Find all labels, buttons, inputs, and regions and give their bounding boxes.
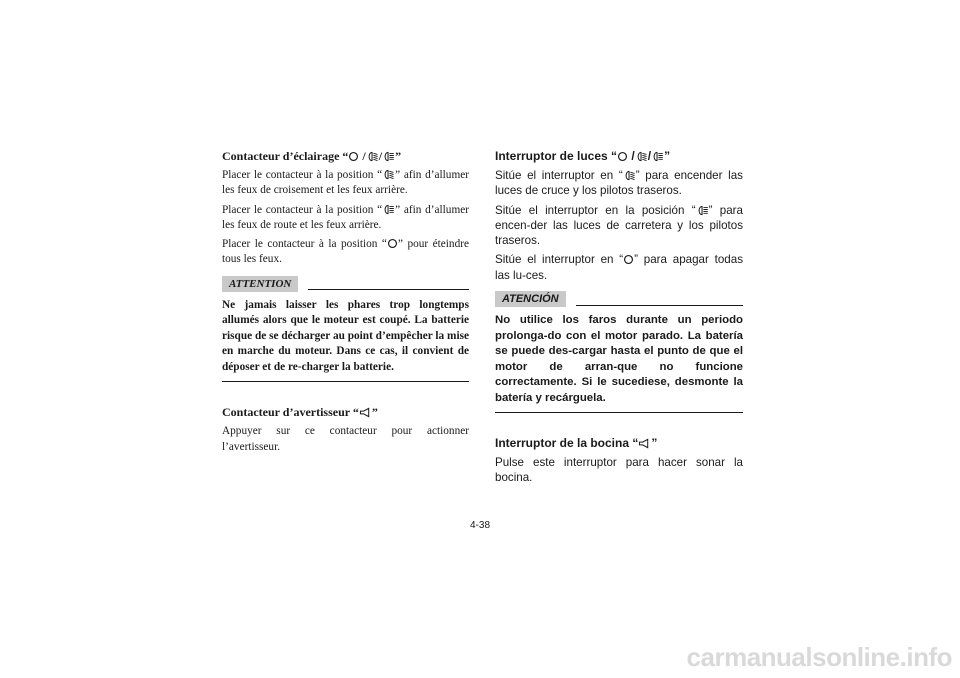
high-beam-icon bbox=[382, 151, 395, 162]
page-number: 4-38 bbox=[470, 520, 491, 531]
high-beam-icon bbox=[651, 151, 664, 162]
horn-switch-heading-es: Interruptor de la bocina “ ” bbox=[495, 436, 658, 451]
horn-instruction-es: Pulse este interruptor para hacer sonar la bocina. bbox=[495, 456, 743, 485]
caution-header-es bbox=[495, 291, 743, 307]
lamp-off-icon bbox=[623, 254, 634, 265]
caution-text-es: No utilice los faros durante un periodo prolonga-do con el motor parado. La batería se puede des-cargar hasta el punto de que el motor de arran-que no funcione correctamente. Si le sucediese, desmonte la batería y recárguela. bbox=[495, 314, 743, 404]
watermark: carmanualsonline.info bbox=[686, 642, 952, 672]
low-beam-icon bbox=[382, 169, 395, 180]
low-beam-icon bbox=[635, 151, 648, 162]
horn-icon bbox=[359, 407, 372, 418]
low-beam-icon bbox=[623, 170, 636, 181]
french-column bbox=[222, 148, 469, 459]
low-beam-instruction-es: Sitúe el interruptor en “ ” para encender las luces de cruce y los pilotos traseros. bbox=[495, 169, 743, 198]
spanish-column bbox=[495, 148, 743, 490]
horn-icon bbox=[638, 438, 651, 449]
high-beam-instruction-es: Sitúe el interruptor en la posición “ ” para encen-der las luces de carretera y los pilotos traseros. bbox=[495, 203, 743, 248]
lighting-switch-heading-es: Interruptor de luces “ / / ” bbox=[495, 149, 671, 163]
lighting-switch-heading-fr: Contacteur d’éclairage “ / / ” bbox=[222, 149, 402, 163]
caution-badge-es: ATENCIÓN bbox=[495, 291, 566, 307]
caution-text-fr: Ne jamais laisser les phares trop longtemps allumés alors que le moteur est coupé. La batterie risque de se décharger au point d’empêcher la mise en marche du moteur. Dans ce cas, il convient de déposer et de re-charger la batterie. bbox=[222, 298, 469, 373]
horn-switch-heading-fr: Contacteur d’avertisseur “ ” bbox=[222, 405, 378, 420]
caution-header-fr bbox=[222, 276, 469, 292]
horn-instruction-fr: Appuyer sur ce contacteur pour actionner l’avertisseur. bbox=[222, 425, 469, 453]
lamp-off-icon bbox=[617, 151, 628, 162]
high-beam-icon bbox=[696, 205, 709, 216]
caution-divider bbox=[308, 289, 469, 290]
lamp-off-icon bbox=[348, 151, 359, 162]
lights-off-instruction-es: Sitúe el interruptor en “ ” para apagar todas las lu-ces. bbox=[495, 253, 743, 282]
lamp-off-icon bbox=[387, 238, 398, 249]
high-beam-icon bbox=[382, 204, 395, 215]
lights-off-instruction-fr: Placer le contacteur à la position “ ” pour éteindre tous les feux. bbox=[222, 238, 470, 266]
caution-divider bbox=[576, 305, 743, 306]
high-beam-instruction-fr: Placer le contacteur à la position “ ” afin d’allumer les feux de route et les feux arrière. bbox=[222, 203, 470, 231]
caution-badge-fr: ATTENTION bbox=[222, 276, 298, 292]
low-beam-icon bbox=[366, 151, 379, 162]
low-beam-instruction-fr: Placer le contacteur à la position “ ” afin d’allumer les feux de croisement et les feux arrière. bbox=[222, 169, 470, 197]
